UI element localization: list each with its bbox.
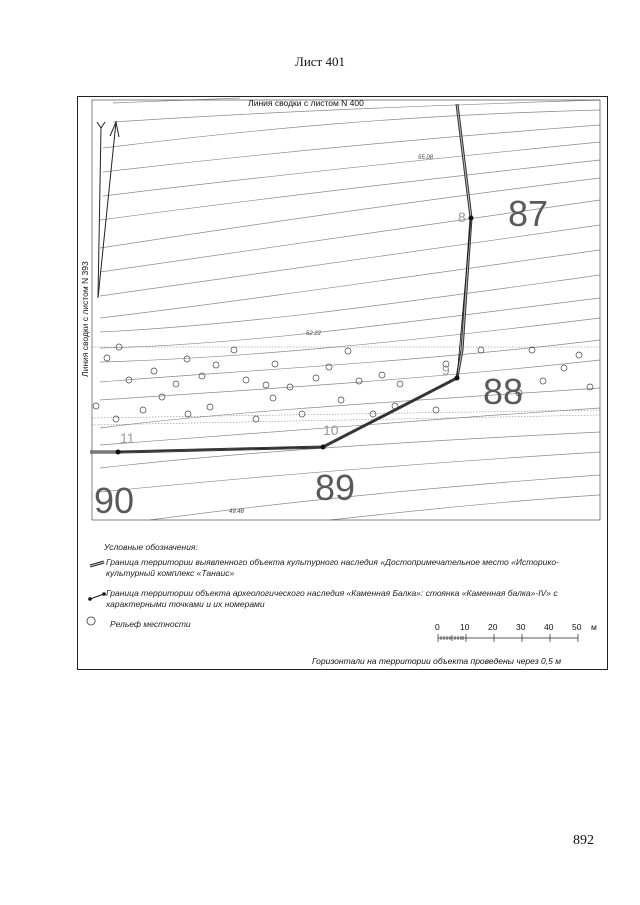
scale-tick-label: 10 bbox=[460, 622, 470, 632]
scale-tick-label: 20 bbox=[488, 622, 498, 632]
contour-lines bbox=[100, 98, 600, 520]
scale-tick-label: 50 bbox=[572, 622, 582, 632]
top-edge-label: Линия сводки с листом N 400 bbox=[248, 98, 364, 108]
scale-tick-label: 30 bbox=[516, 622, 526, 632]
point-number: 9 bbox=[442, 362, 450, 378]
legend-item-archaeology: Граница территории объекта археологического наследия «Каменная Балка»: стоянка «Каменная балка»-IV» с характерными точками и их номерами bbox=[106, 588, 558, 609]
zone-number: 89 bbox=[315, 467, 356, 508]
zone-number: 88 bbox=[483, 371, 524, 412]
north-arrow-icon bbox=[97, 122, 119, 298]
scale-tick-label: 0 bbox=[435, 622, 440, 632]
zone-number: 87 bbox=[508, 193, 549, 234]
left-edge-label: Линия сводки с листом N 393 bbox=[80, 261, 90, 377]
legend-item-relief: Рельеф местности bbox=[110, 619, 191, 629]
contour-label: 55.08 bbox=[418, 155, 434, 161]
contour-interval-note: Горизонтали на территории объекта проведены через 0,5 м bbox=[312, 656, 562, 666]
relief-icon bbox=[87, 617, 95, 625]
zone-number: 90 bbox=[94, 480, 135, 521]
legend-item-heritage: Граница территории выявленного объекта культурного наследия «Достопримечательное место «Историко-культурный комплекс «Танаис» bbox=[106, 557, 559, 578]
contour-label: 52.22 bbox=[306, 331, 322, 337]
page-number: 892 bbox=[573, 833, 594, 848]
scale-unit: м bbox=[591, 622, 597, 632]
scale-bar bbox=[438, 634, 578, 642]
sheet-title: Лист 401 bbox=[295, 54, 345, 69]
point-number: 10 bbox=[323, 422, 339, 438]
legend-title: Условные обозначения: bbox=[104, 542, 198, 552]
point-number: 8 bbox=[458, 209, 466, 225]
legend-symbols bbox=[87, 562, 106, 625]
scale-tick-label: 40 bbox=[544, 622, 554, 632]
contour-label: 49.48 bbox=[229, 509, 245, 515]
point-number: 11 bbox=[120, 430, 135, 446]
